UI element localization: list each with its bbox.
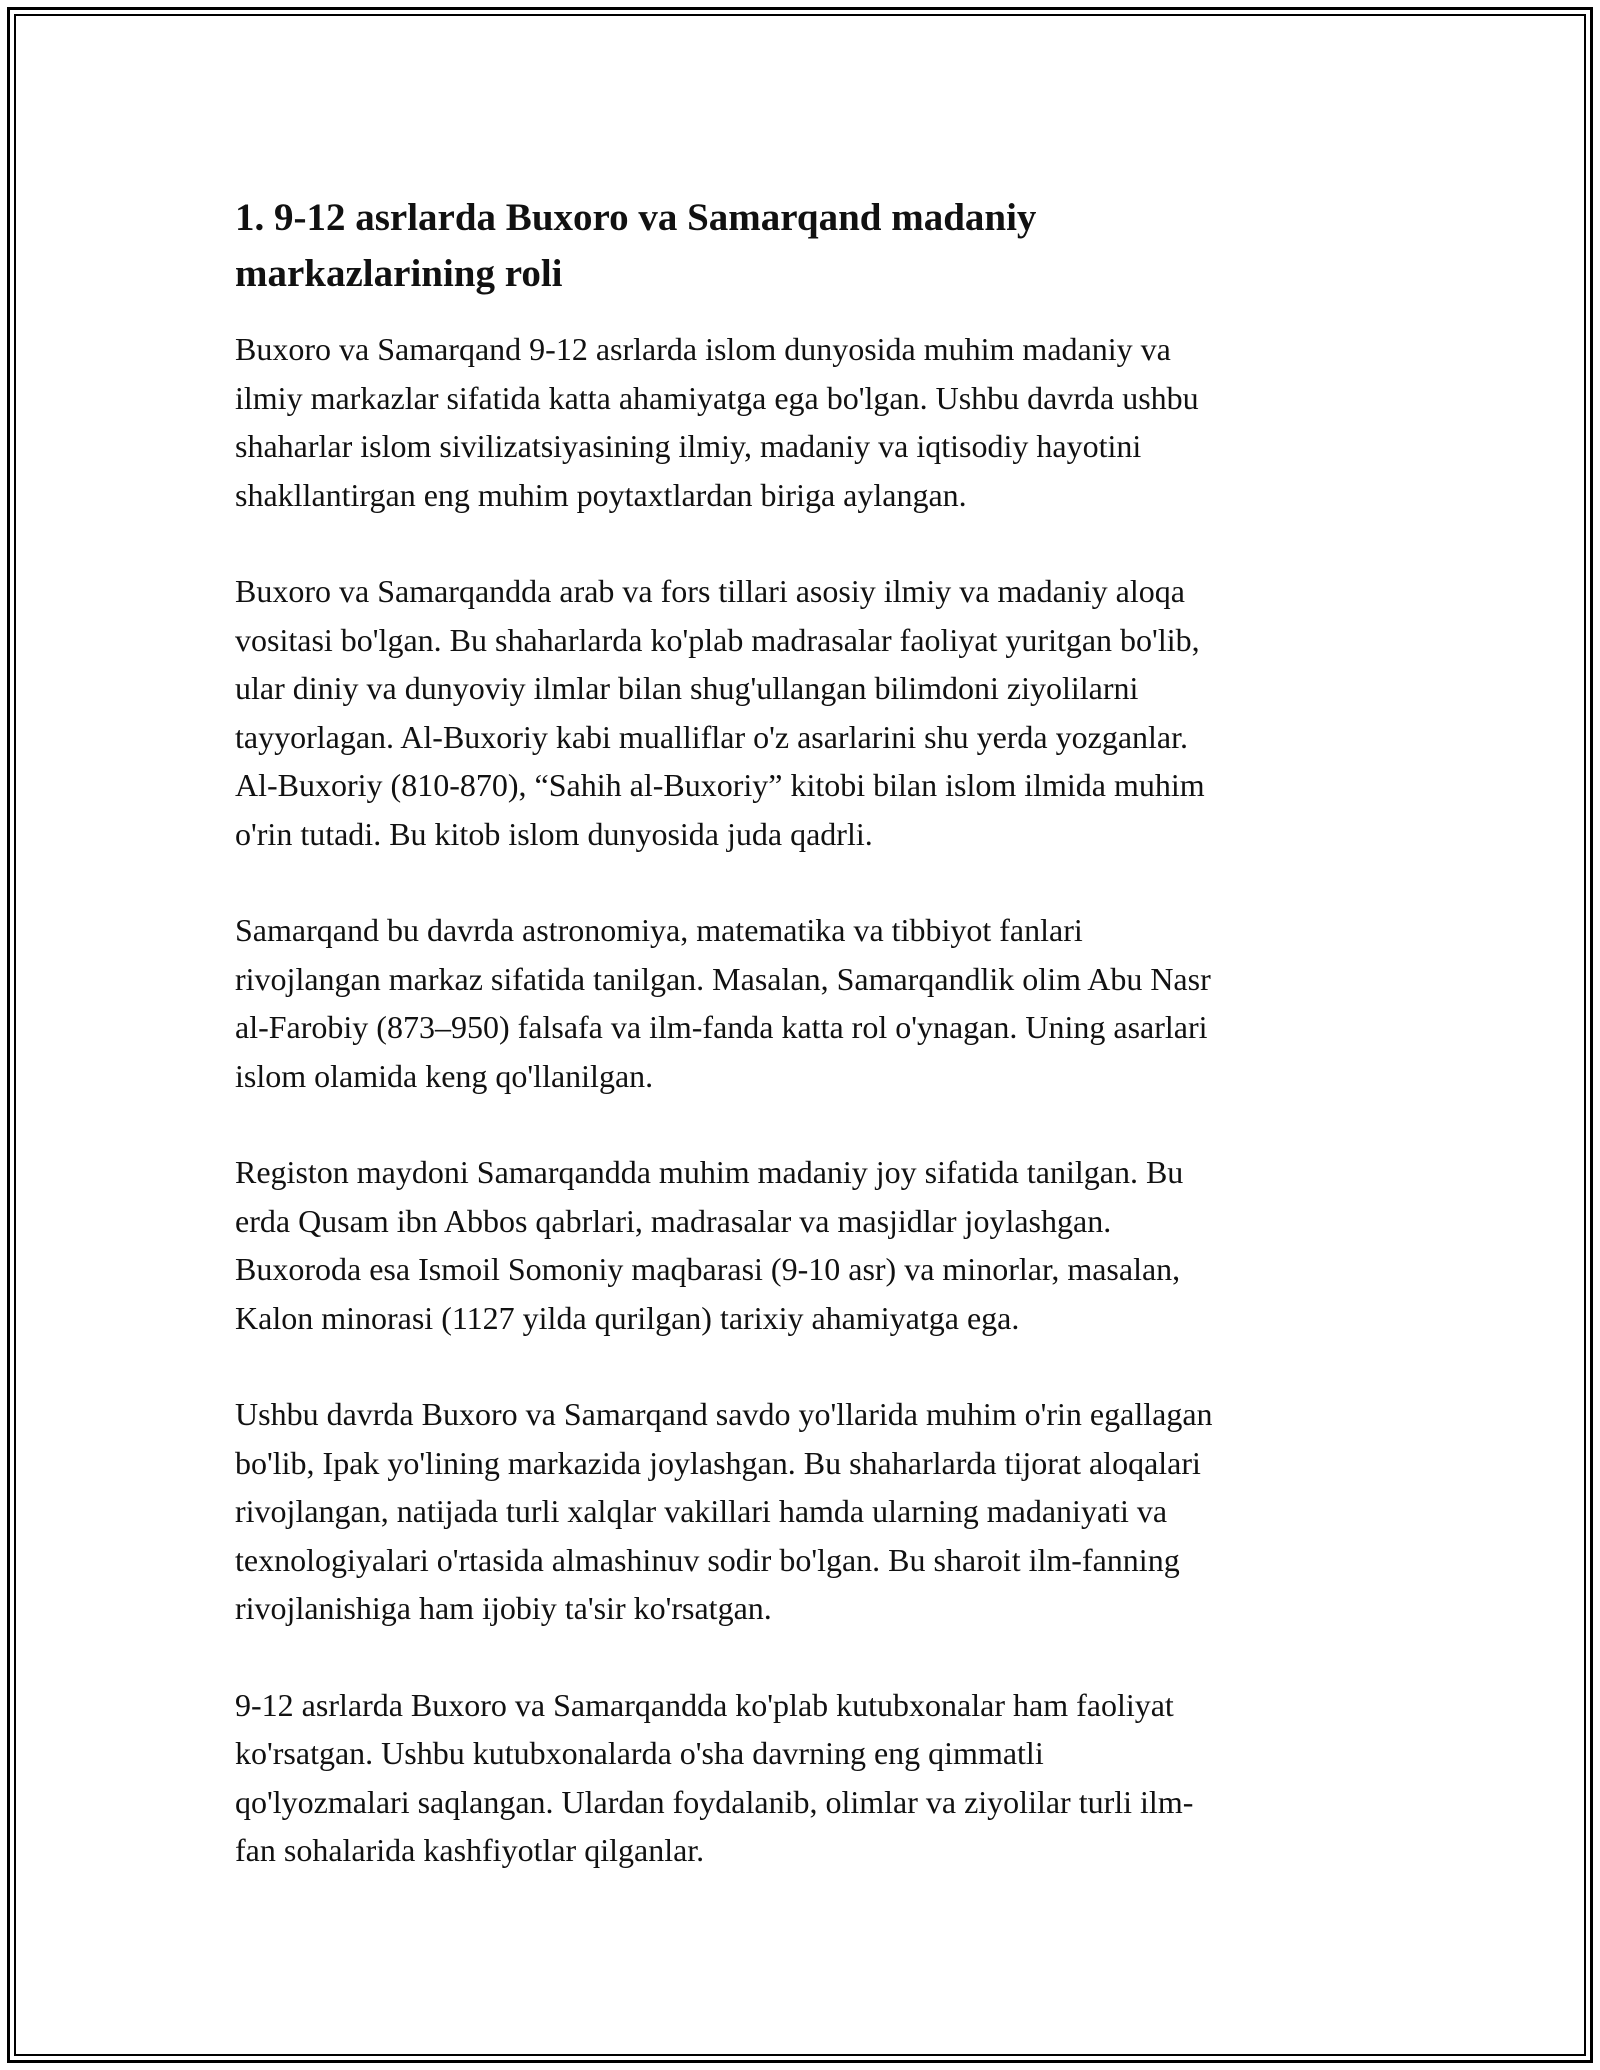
paragraph: [235, 1148, 1365, 1342]
text-line: vositasi bo'lgan. Bu shaharlarda ko'plab madrasalar faoliyat yuritgan bo'lib,: [235, 621, 1200, 658]
text-line: al-Farobiy (873–950) falsafa va ilm-fanda katta rol o'ynagan. Uning asarlari: [235, 1009, 1208, 1045]
paragraph: [235, 567, 1365, 858]
text-line: tayyorlagan. Al-Buxoriy kabi mualliflar o'z asarlarini shu yerda yozganlar.: [235, 718, 1189, 755]
text-line: rivojlanishiga ham ijobiy ta'sir ko'rsatgan.: [235, 1590, 772, 1626]
paragraph: [235, 1681, 1365, 1875]
text-line: shaharlar islom sivilizatsiyasining ilmiy, madaniy va iqtisodiy hayotini: [235, 428, 1142, 464]
paragraph: [235, 906, 1365, 1100]
document-body: [235, 190, 1365, 1923]
text-line: rivojlangan, natijada turli xalqlar vakillari hamda ularning madaniyati va: [235, 1493, 1168, 1529]
text-line: ular diniy va dunyoviy ilmlar bilan shug'ullangan bilimdoni ziyolilarni: [235, 670, 1139, 706]
title-line: 1. 9-12 asrlarda Buxoro va Samarqand madaniy: [235, 196, 1037, 239]
text-line: erda Qusam ibn Abbos qabrlari, madrasalar va masjidlar joylashgan.: [235, 1202, 1112, 1239]
paragraph: [235, 1390, 1365, 1633]
text-line: rivojlangan markaz sifatida tanilgan. Masalan, Samarqandlik olim Abu Nasr: [235, 960, 1211, 997]
text-line: shakllantirgan eng muhim poytaxtlardan biriga aylangan.: [235, 476, 967, 513]
text-line: ilmiy markazlar sifatida katta ahamiyatga ega bo'lgan. Ushbu davrda ushbu: [235, 379, 1199, 416]
paragraph: [235, 325, 1365, 519]
text-line: Ushbu davrda Buxoro va Samarqand savdo yo'llarida muhim o'rin egallagan: [235, 1396, 1213, 1432]
text-line: islom olamida keng qo'llanilgan.: [235, 1057, 654, 1094]
text-line: ko'rsatgan. Ushbu kutubxonalarda o'sha davrning eng qimmatli: [235, 1735, 1044, 1771]
text-line: Kalon minorasi (1127 yilda qurilgan) tarixiy ahamiyatga ega.: [235, 1299, 1020, 1336]
text-line: 9-12 asrlarda Buxoro va Samarqandda ko'plab kutubxonalar ham faoliyat: [235, 1686, 1174, 1723]
text-line: qo'lyozmalari saqlangan. Ulardan foydalanib, olimlar va ziyolilar turli ilm-: [235, 1783, 1194, 1820]
text-line: bo'lib, Ipak yo'lining markazida joylashgan. Bu shaharlarda tijorat aloqalari: [235, 1444, 1201, 1481]
text-line: Al-Buxoriy (810-870), “Sahih al-Buxoriy” kitobi bilan islom ilmida muhim: [235, 767, 1205, 803]
text-line: Buxoro va Samarqandda arab va fors tillari asosiy ilmiy va madaniy aloqa: [235, 573, 1185, 609]
text-line: Buxoro va Samarqand 9-12 asrlarda islom dunyosida muhim madaniy va: [235, 331, 1171, 367]
text-line: o'rin tutadi. Bu kitob islom dunyosida juda qadrli.: [235, 815, 873, 852]
text-line: fan sohalarida kashfiyotlar qilganlar.: [235, 1832, 705, 1868]
title-line: markazlarining roli: [235, 252, 563, 295]
text-line: Samarqand bu davrda astronomiya, matematika va tibbiyot fanlari: [235, 912, 1083, 948]
text-line: texnologiyalari o'rtasida almashinuv sodir bo'lgan. Bu sharoit ilm-fanning: [235, 1541, 1180, 1578]
text-line: Registon maydoni Samarqandda muhim madaniy joy sifatida tanilgan. Bu: [235, 1154, 1184, 1190]
page-title: [235, 190, 1365, 302]
text-line: Buxoroda esa Ismoil Somoniy maqbarasi (9-10 asr) va minorlar, masalan,: [235, 1251, 1181, 1287]
